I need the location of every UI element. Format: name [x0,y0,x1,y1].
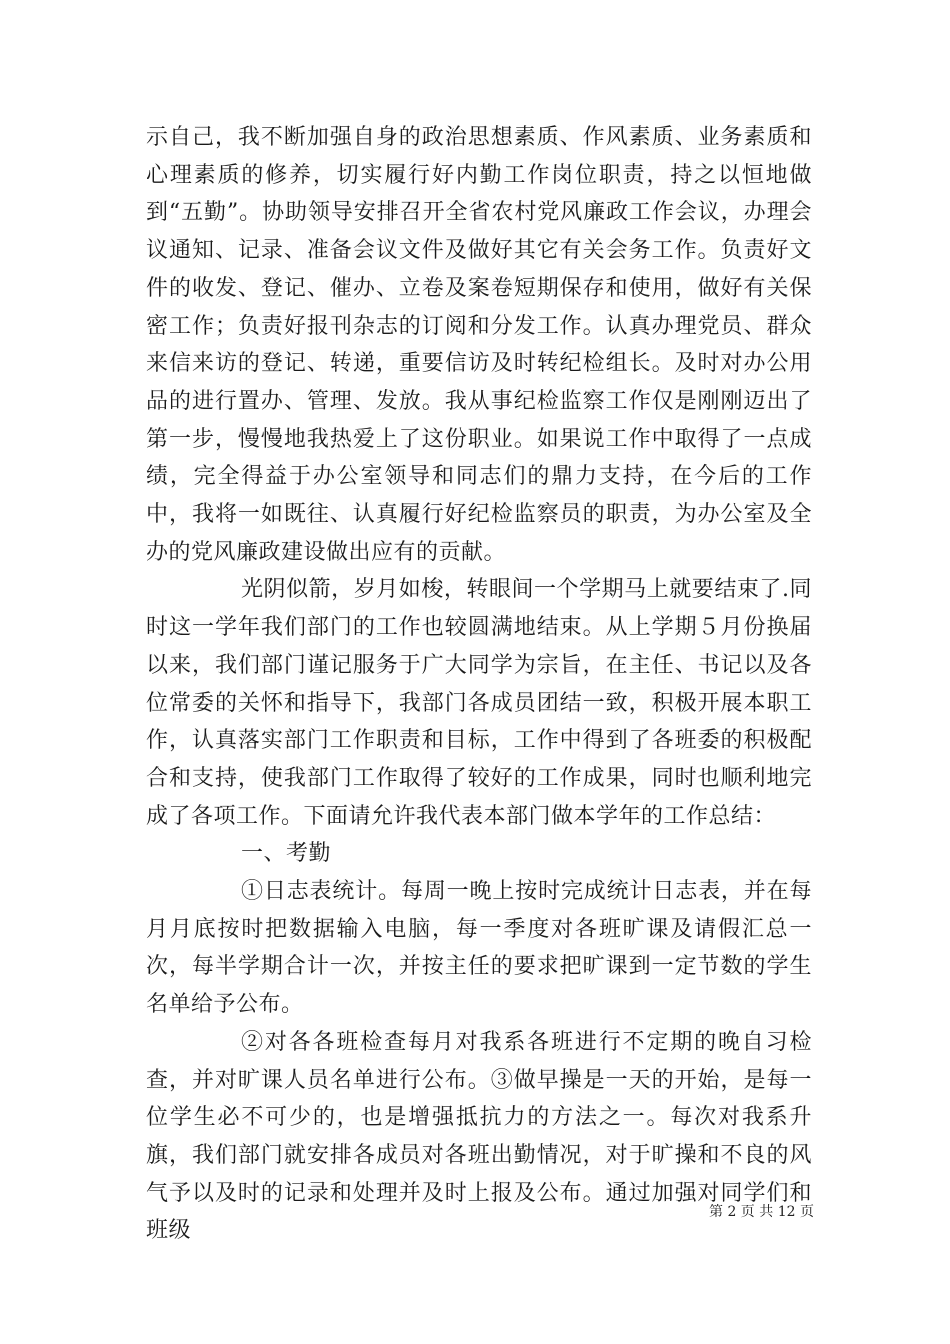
page-number-footer: 第 2 页 共 12 页 [709,1204,814,1220]
paragraph-semester-summary-intro: 光阴似箭，岁月如梭，转眼间一个学期马上就要结束了.同时这一学年我们部门的工作也较圆满地结束。从上学期５月份换届以来，我们部门谨记服务于广大同学为宗旨，在主任、书记以及各位常委的关怀和指导下，我部门各成员团结一致，积极开展本职工作，认真落实部门工作职责和目标，工作中得到了各班委的积极配合和支持，使我部门工作取得了较好的工作成果，同时也顺利地完成了各项工作。下面请允许我代表本部门做本学年的工作总结： [146,577,812,829]
paragraph-continued-work-summary: 示自己，我不断加强自身的政治思想素质、作风素质、业务素质和心理素质的修养，切实履行好内勤工作岗位职责，持之以恒地做到“五勤”。协助领导安排召开全省农村党风廉政工作会议，办理会议通知、记录、准备会议文件及做好其它有关会务工作。负责好文件的收发、登记、催办、立卷及案卷短期保存和使用，做好有关保密工作；负责好报刊杂志的订阅和分发工作。认真办理党员、群众来信来访的登记、转递，重要信访及时转纪检组长。及时对办公用品的进行置办、管理、发放。我从事纪检监察工作仅是刚刚迈出了第一步，慢慢地我热爱上了这份职业。如果说工作中取得了一点成绩，完全得益于办公室领导和同志们的鼎力支持，在今后的工作中，我将一如既往、认真履行好纪检监察员的职责，为办公室及全办的党风廉政建设做出应有的贡献。 [146,125,812,565]
document-body [146,119,812,1250]
section-heading-attendance: 一、考勤 [241,841,332,867]
paragraph-class-inspection: ②对各各班检查每月对我系各班进行不定期的晚自习检查，并对旷课人员名单进行公布。③做早操是一天的开始，是每一位学生必不可少的，也是增强抵抗力的方法之一。每次对我系升旗，我们部门就安排各成员对各班出勤情况，对于旷操和不良的风气予以及时的记录和处理并及时上报及公布。通过加强对同学们和班级 [146,1029,812,1244]
paragraph-log-statistics: ①日志表统计。每周一晚上按时完成统计日志表，并在每月月底按时把数据输入电脑，每一季度对各班旷课及请假汇总一次，每半学期合计一次，并按主任的要求把旷课到一定节数的学生名单给予公布。 [146,879,812,1018]
